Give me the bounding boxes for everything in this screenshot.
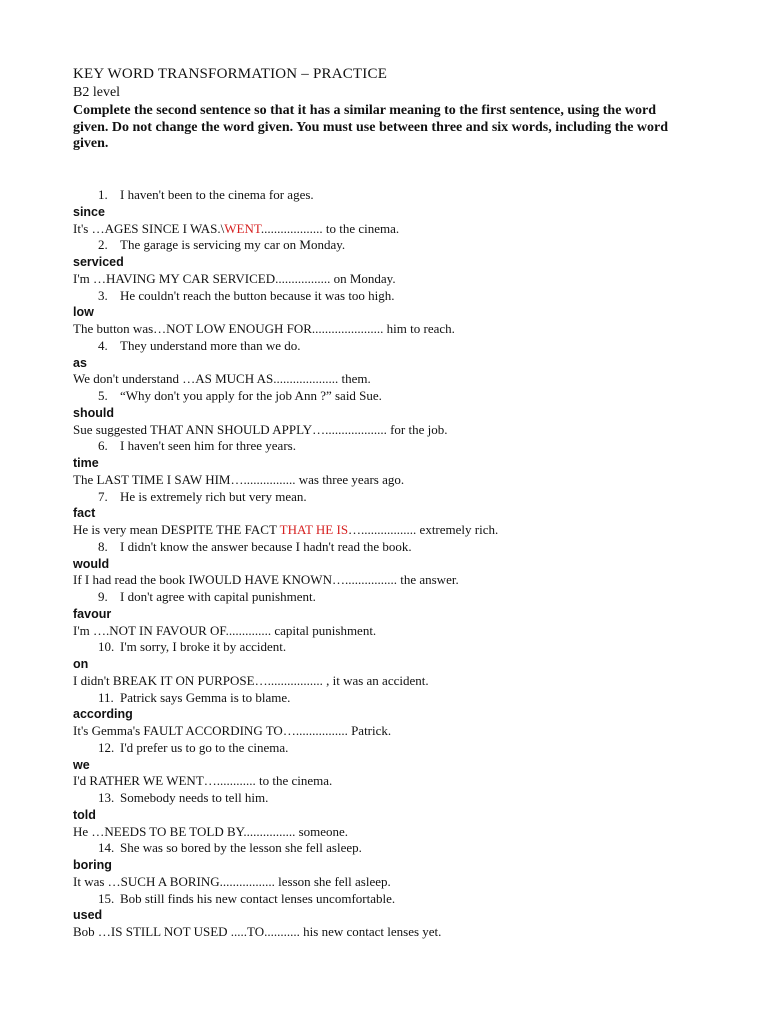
answer-text: It's …AGES SINCE I WAS.\: [73, 220, 225, 236]
answer-sentence: [73, 673, 713, 690]
answer-text: I'd RATHER WE WENT…............ to the cinema.: [73, 773, 333, 789]
exercise-prompt: [73, 539, 713, 556]
prompt-text: Patrick says Gemma is to blame.: [120, 689, 291, 705]
answer-sentence: [73, 723, 713, 740]
key-word: according: [73, 707, 133, 722]
prompt-text: He couldn't reach the button because it was too high.: [120, 287, 395, 303]
answer-text: It was …SUCH A BORING................. lesson she fell asleep.: [73, 873, 391, 889]
exercise-prompt: [73, 891, 713, 908]
answer-text: The LAST TIME I SAW HIM…................ was three years ago.: [73, 471, 405, 487]
answer-sentence: [73, 924, 713, 941]
key-word: would: [73, 556, 110, 571]
answer-sentence: [73, 773, 713, 790]
answer-text: I didn't BREAK IT ON PURPOSE…................. , it was an accident.: [73, 672, 429, 688]
item-number: 12.: [98, 739, 115, 755]
answer-sentence: [73, 824, 713, 841]
item-number: 4.: [98, 337, 108, 353]
exercise-prompt: [73, 740, 713, 757]
prompt-text: She was so bored by the lesson she fell asleep.: [120, 840, 362, 856]
answer-text: The button was…NOT LOW ENOUGH FOR...................... him to reach.: [73, 321, 455, 336]
exercise-prompt: [73, 237, 713, 254]
prompt-text: I don't agree with capital punishment.: [120, 589, 316, 604]
item-number: 1.: [98, 187, 108, 202]
answer-text: We don't understand …AS MUCH AS.................... them.: [73, 371, 371, 387]
exercise-prompt: [73, 388, 713, 405]
item-number: 5.: [98, 388, 108, 403]
prompt-text: I'd prefer us to go to the cinema.: [120, 739, 289, 755]
answer-sentence: [73, 371, 713, 388]
answer-text-end: …................. extremely rich.: [348, 522, 499, 537]
prompt-text: I haven't seen him for three years.: [120, 438, 296, 454]
answer-sentence: [73, 572, 713, 589]
prompt-text: Bob still finds his new contact lenses uncomfortable.: [120, 890, 396, 906]
answer-sentence: [73, 271, 713, 288]
item-number: 9.: [98, 589, 108, 604]
answer-sentence: [73, 874, 713, 891]
document-title: KEY WORD TRANSFORMATION – PRACTICE: [73, 66, 388, 82]
prompt-text: I haven't been to the cinema for ages.: [120, 187, 314, 202]
answer-sentence: [73, 623, 713, 640]
exercise-prompt: [73, 489, 713, 506]
exercise-prompt: [73, 438, 713, 455]
item-number: 14.: [98, 840, 115, 856]
item-number: 13.: [98, 790, 115, 805]
exercise-prompt: [73, 288, 713, 305]
level-label: B2 level: [73, 85, 121, 100]
exercise-prompt: [73, 690, 713, 707]
key-word: on: [73, 657, 89, 671]
answer-text: Sue suggested THAT ANN SHOULD APPLY…................... for the job.: [73, 421, 448, 437]
item-number: 15.: [98, 890, 115, 906]
prompt-text: He is extremely rich but very mean.: [120, 488, 307, 504]
key-word: used: [73, 908, 103, 923]
answer-sentence: [73, 321, 713, 338]
answer-text: I'm ….NOT IN FAVOUR OF.............. capital punishment.: [73, 622, 377, 638]
answer-sentence: [73, 422, 713, 439]
item-number: 3.: [98, 287, 108, 303]
key-word: fact: [73, 506, 96, 521]
prompt-text: They understand more than we do.: [120, 337, 301, 353]
key-word: favour: [73, 606, 112, 621]
instructions: Complete the second sentence so that it has a similar meaning to the first sentence, using the word given. Do not change the word given. You must use between three and six words, including the word given.: [73, 103, 669, 151]
key-word: as: [73, 355, 87, 370]
prompt-text: The garage is servicing my car on Monday.: [120, 237, 346, 253]
answer-sentence: [73, 221, 713, 238]
key-word: low: [73, 305, 94, 320]
prompt-text: Somebody needs to tell him.: [120, 790, 269, 805]
answer-text: If I had read the book IWOULD HAVE KNOWN…................ the answer.: [73, 572, 459, 588]
key-word: serviced: [73, 255, 124, 269]
answer-text-end: ................... to the cinema.: [260, 220, 400, 236]
answer-text: He is very mean DESPITE THE FACT: [73, 522, 280, 537]
key-word: we: [73, 757, 90, 772]
answer-sentence: [73, 472, 713, 489]
exercise-prompt: [73, 790, 713, 807]
item-number: 11.: [98, 689, 114, 705]
item-number: 8.: [98, 538, 108, 554]
item-number: 10.: [98, 639, 115, 655]
exercise-prompt: [73, 187, 713, 204]
exercise-prompt: [73, 338, 713, 355]
prompt-text: I didn't know the answer because I hadn't read the book.: [120, 538, 412, 554]
answer-sentence: [73, 522, 713, 539]
item-number: 7.: [98, 488, 108, 504]
key-word: boring: [73, 858, 112, 872]
answer-highlight: WENT: [224, 220, 261, 236]
item-number: 2.: [98, 237, 108, 253]
key-word: told: [73, 807, 96, 822]
prompt-text: I'm sorry, I broke it by accident.: [120, 639, 287, 655]
key-word: time: [73, 456, 99, 470]
exercise-prompt: [73, 639, 713, 656]
answer-highlight: THAT HE IS: [279, 522, 349, 537]
answer-text: It's Gemma's FAULT ACCORDING TO…................ Patrick.: [73, 723, 392, 738]
prompt-text: “Why don't you apply for the job Ann ?” said Sue.: [120, 388, 382, 403]
exercise-list: [73, 187, 713, 941]
answer-text: He …NEEDS TO BE TOLD BY................ someone.: [73, 823, 349, 839]
key-word: should: [73, 405, 114, 420]
answer-text: I'm …HAVING MY CAR SERVICED................. on Monday.: [73, 270, 396, 286]
answer-text: Bob …IS STILL NOT USED .....TO........... his new contact lenses yet.: [73, 924, 442, 939]
key-word: since: [73, 204, 105, 219]
exercise-prompt: [73, 589, 713, 606]
item-number: 6.: [98, 438, 108, 454]
exercise-prompt: [73, 840, 713, 857]
